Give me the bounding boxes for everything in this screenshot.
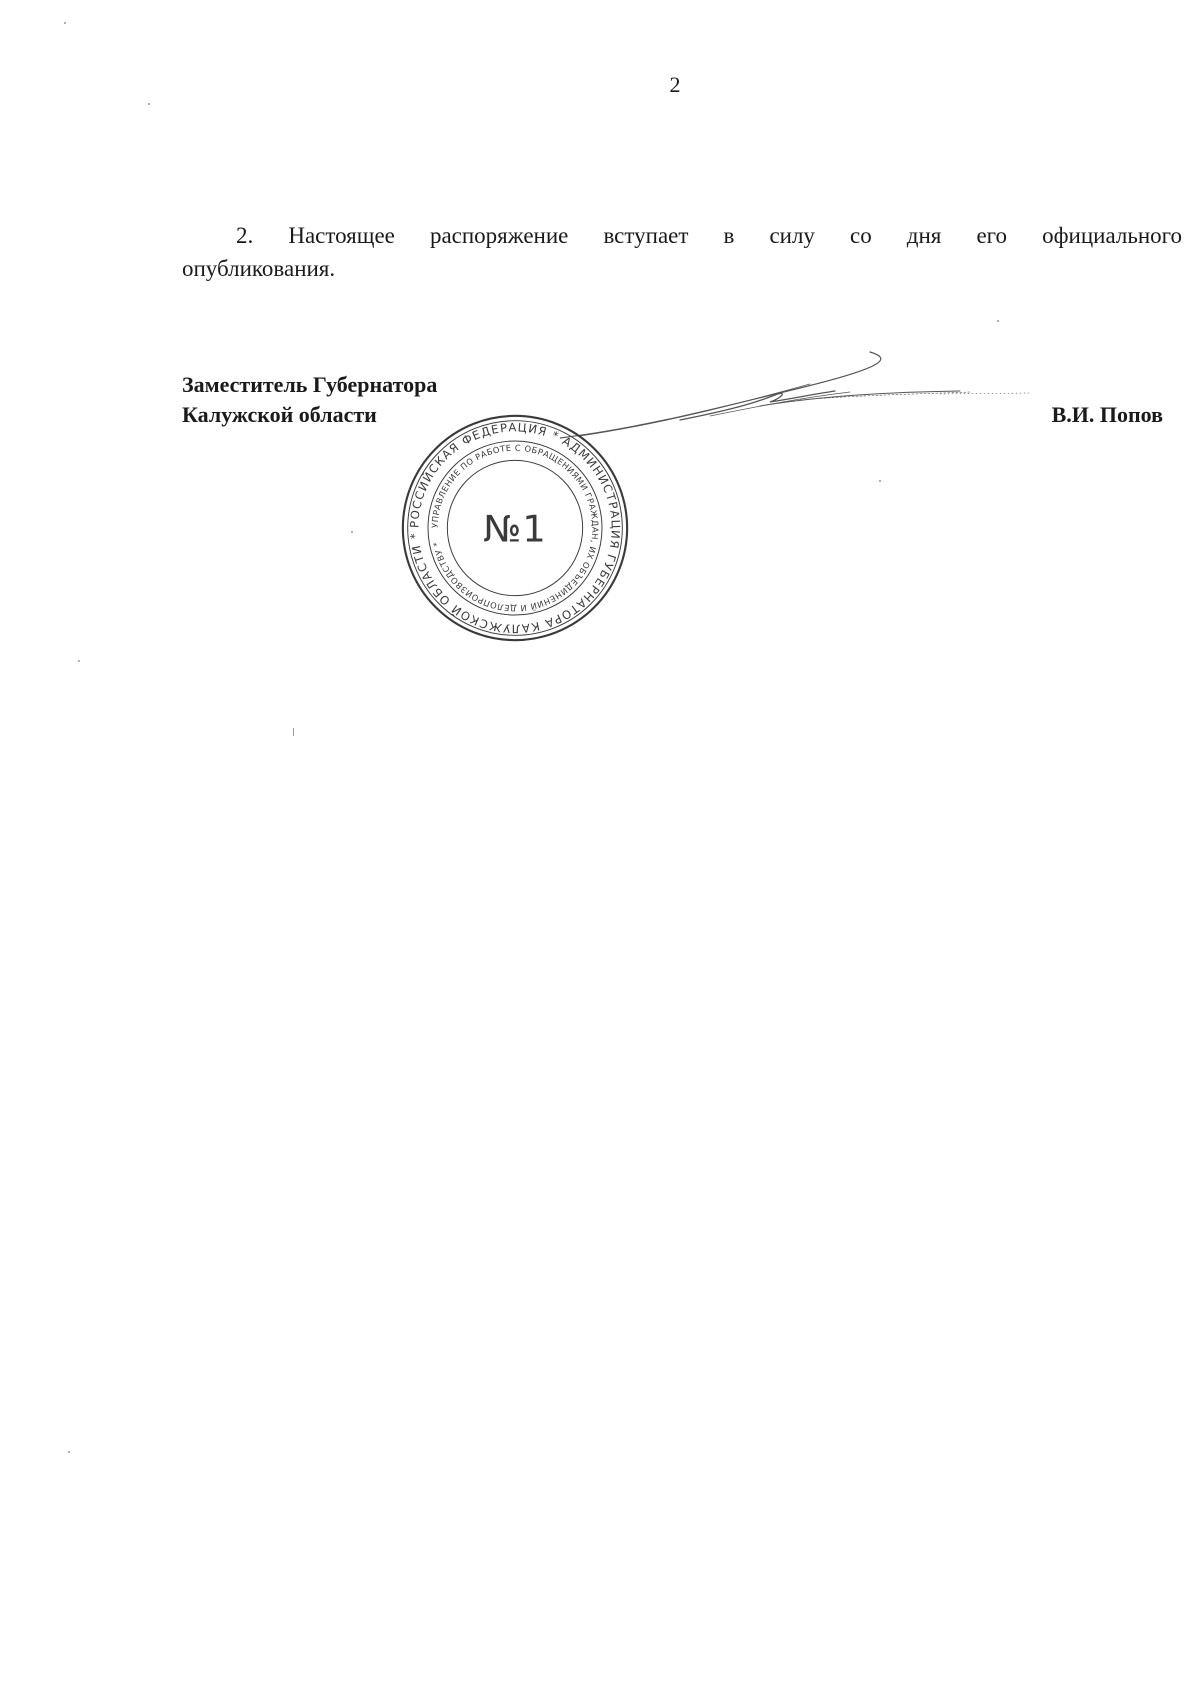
signer-name: В.И. Попов — [1051, 402, 1163, 427]
scan-speck — [351, 531, 353, 533]
scan-speck — [879, 480, 881, 482]
scan-speck — [997, 320, 999, 322]
scan-speck — [78, 660, 80, 662]
page-number: 2 — [669, 72, 681, 97]
body-paragraph — [182, 219, 1182, 285]
scan-speck — [68, 1451, 70, 1453]
signer-position-line-1: Заместитель Губернатора — [182, 372, 438, 397]
scan-speck — [148, 103, 150, 105]
svg-text:№1: №1 — [483, 507, 547, 551]
svg-text:РОССИЙСКАЯ ФЕДЕРАЦИЯ * АДМИНИС: РОССИЙСКАЯ ФЕДЕРАЦИЯ * АДМИНИСТРАЦИЯ ГУБЕРНАТОРА КАЛУЖСКОЙ ОБЛАСТИ * — [407, 420, 623, 636]
scan-speck — [64, 22, 66, 24]
signer-position-line-2: Калужской области — [182, 402, 377, 427]
svg-text:УПРАВЛЕНИЕ ПО РАБОТЕ С ОБРАЩЕН: УПРАВЛЕНИЕ ПО РАБОТЕ С ОБРАЩЕНИЯМИ ГРАЖДАН, ИХ ОБЪЕДИНЕНИЙ И ДЕЛОПРОИЗВОДСТВУ * — [429, 442, 601, 614]
official-seal — [399, 412, 631, 644]
paragraph-line-1: 2. Настоящее распоряжение вступает в силу со дня его официального — [236, 223, 1182, 248]
scan-speck — [293, 728, 294, 736]
paragraph-line-2: опубликования. — [182, 256, 336, 281]
